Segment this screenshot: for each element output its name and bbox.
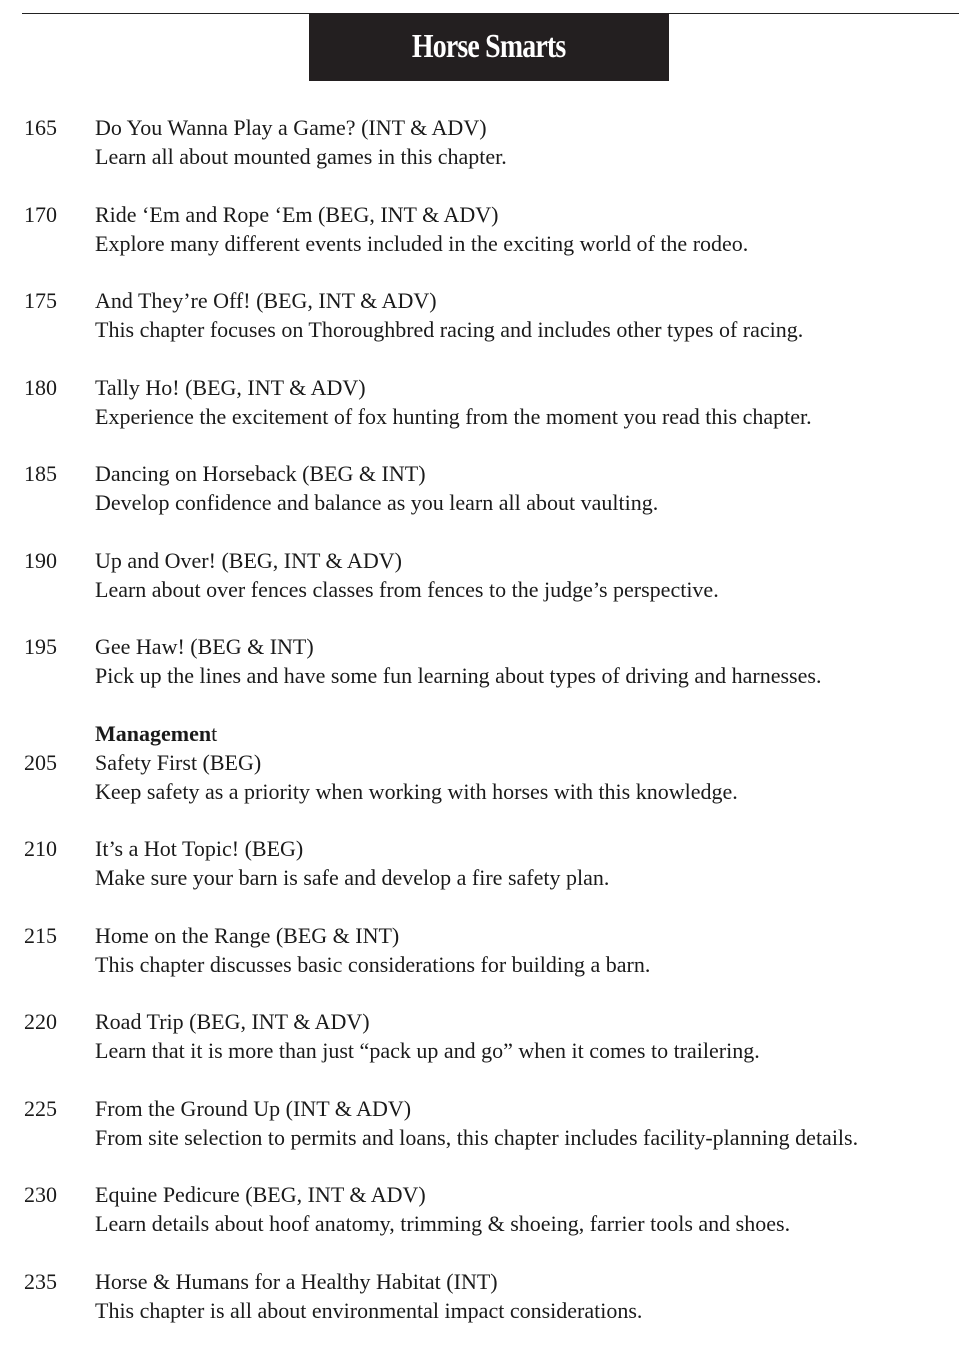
chapter-description: Explore many different events included in the exciting world of the rodeo. (95, 230, 749, 256)
page-number: 190 (24, 547, 57, 573)
toc-entry (24, 286, 954, 344)
entry-body (95, 200, 954, 258)
entry-body (95, 921, 954, 979)
entry-body (95, 1267, 954, 1325)
chapter-description: Learn details about hoof anatomy, trimming & shoeing, farrier tools and shoes. (95, 1211, 791, 1236)
toc-list-b (24, 748, 954, 1325)
page-number: 235 (24, 1268, 57, 1294)
toc-list-a (24, 113, 954, 690)
chapter-title: It’s a Hot Topic! (BEG) (95, 836, 304, 861)
chapter-title: Gee Haw! (BEG & INT) (95, 634, 314, 659)
chapter-description: This chapter is all about environmental impact considerations. (95, 1297, 643, 1323)
page-number: 205 (24, 749, 57, 775)
page-number: 215 (24, 922, 57, 948)
toc-entry (24, 1180, 954, 1238)
section-heading (24, 719, 954, 748)
page-number: 165 (24, 115, 57, 140)
chapter-title: Home on the Range (BEG & INT) (95, 922, 400, 948)
toc-entry (24, 373, 954, 431)
chapter-description: From site selection to permits and loans, this chapter includes facility-planning details. (95, 1124, 859, 1150)
entry-body (95, 546, 954, 604)
toc-entry (24, 1007, 954, 1065)
chapter-title: Up and Over! (BEG, INT & ADV) (95, 547, 402, 573)
chapter-title: And They’re Off! (BEG, INT & ADV) (95, 288, 437, 313)
toc-entry (24, 546, 954, 604)
page-number: 210 (24, 836, 57, 861)
chapter-description: This chapter focuses on Thoroughbred racing and includes other types of racing. (95, 317, 804, 342)
toc-entry (24, 834, 954, 892)
entry-body (95, 748, 954, 806)
title-banner (309, 13, 669, 81)
chapter-description: Pick up the lines and have some fun learning about types of driving and harnesses. (95, 663, 822, 688)
entry-body (95, 1180, 954, 1238)
chapter-title: Road Trip (BEG, INT & ADV) (95, 1009, 370, 1034)
toc-entry (24, 113, 954, 171)
section-heading-bold: Managemen (95, 720, 212, 746)
chapter-title: Ride ‘Em and Rope ‘Em (BEG, INT & ADV) (95, 201, 499, 227)
toc-entry (24, 748, 954, 806)
chapter-title: Tally Ho! (BEG, INT & ADV) (95, 374, 366, 400)
entry-body (95, 1094, 954, 1152)
page-number: 225 (24, 1095, 57, 1121)
entry-body (95, 834, 954, 892)
page-title: Horse Smarts (412, 28, 566, 65)
chapter-title: Dancing on Horseback (BEG & INT) (95, 461, 426, 486)
toc-entry (24, 200, 954, 258)
toc-entry (24, 921, 954, 979)
page-number: 220 (24, 1009, 57, 1034)
chapter-description: Make sure your barn is safe and develop a fire safety plan. (95, 865, 610, 890)
section-heading-rest: t (211, 720, 218, 746)
chapter-description: Develop confidence and balance as you learn all about vaulting. (95, 490, 659, 515)
chapter-title: From the Ground Up (INT & ADV) (95, 1095, 412, 1121)
page-number: 230 (24, 1182, 57, 1207)
chapter-description: Learn all about mounted games in this chapter. (95, 144, 507, 169)
page-number: 170 (24, 201, 57, 227)
entry-body (95, 373, 954, 431)
chapter-description: Keep safety as a priority when working with horses with this knowledge. (95, 778, 738, 804)
toc-entry (24, 1267, 954, 1325)
page-number: 195 (24, 634, 57, 659)
page-number: 185 (24, 461, 57, 486)
chapter-title: Horse & Humans for a Healthy Habitat (INT) (95, 1268, 498, 1294)
entry-body (95, 286, 954, 344)
chapter-description: Experience the excitement of fox hunting from the moment you read this chapter. (95, 403, 812, 429)
chapter-title: Equine Pedicure (BEG, INT & ADV) (95, 1182, 426, 1207)
page-number: 180 (24, 374, 57, 400)
chapter-description: Learn about over fences classes from fences to the judge’s perspective. (95, 576, 719, 602)
toc-entry (24, 1094, 954, 1152)
entry-body (95, 632, 954, 690)
chapter-title: Do You Wanna Play a Game? (INT & ADV) (95, 115, 487, 140)
chapter-title: Safety First (BEG) (95, 749, 262, 775)
toc-entry (24, 459, 954, 517)
toc-entry (24, 632, 954, 690)
entry-body (95, 459, 954, 517)
chapter-description: Learn that it is more than just “pack up and go” when it comes to trailering. (95, 1038, 760, 1063)
entry-body (95, 1007, 954, 1065)
table-of-contents (24, 113, 954, 1353)
entry-body (95, 113, 954, 171)
chapter-description: This chapter discusses basic considerations for building a barn. (95, 951, 651, 977)
page-number: 175 (24, 288, 57, 313)
